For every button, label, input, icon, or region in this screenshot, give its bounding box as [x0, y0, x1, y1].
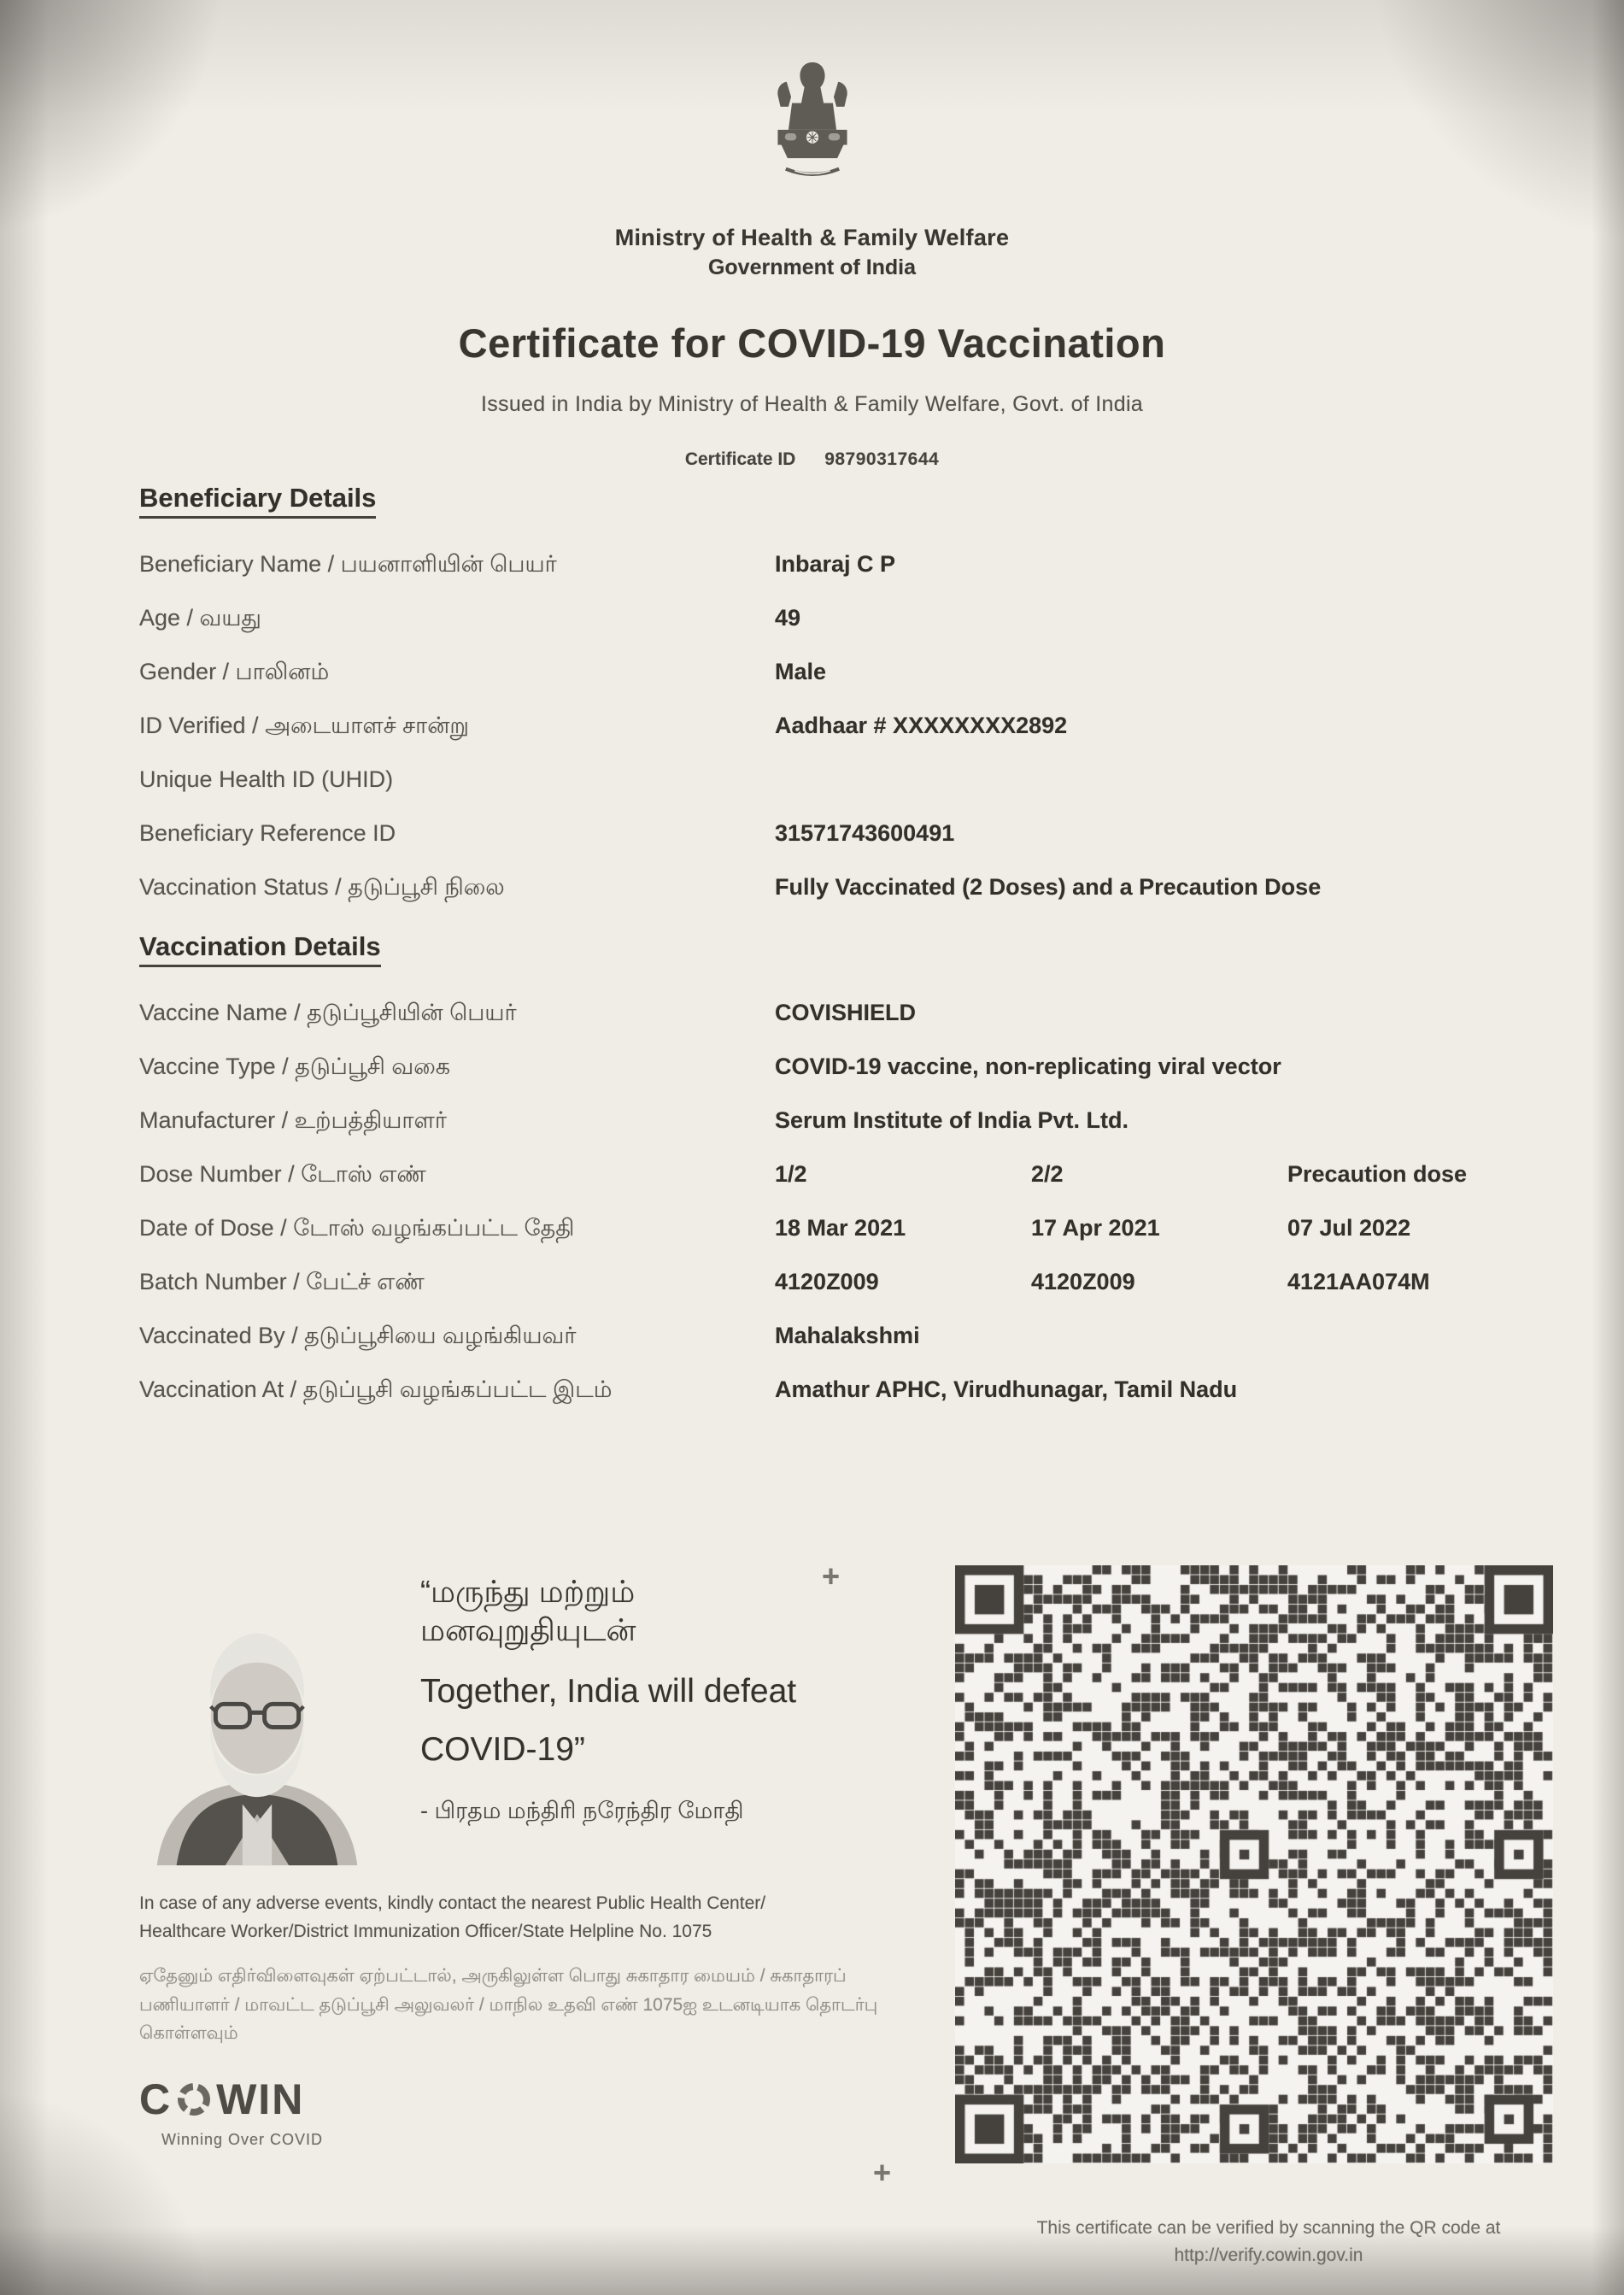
quote-english-line-1: Together, India will defeat — [420, 1673, 797, 1710]
details-section — [139, 483, 1540, 1430]
field-value: Serum Institute of India Pvt. Ltd. — [775, 1107, 1129, 1133]
field-label: Manufacturer / உற்பத்தியாளர் — [139, 1107, 447, 1133]
dose-1-date: 18 Mar 2021 — [775, 1215, 906, 1241]
row-vaccine-name — [139, 1000, 1540, 1054]
field-label: Unique Health ID (UHID) — [139, 766, 394, 792]
field-label: Vaccine Type / தடுப்பூசி வகை — [139, 1054, 451, 1079]
vaccination-details-heading: Vaccination Details — [139, 931, 1540, 962]
row-beneficiary-name — [139, 551, 1540, 605]
qr-code-canvas — [955, 1565, 1553, 2163]
field-label: Date of Dose / டோஸ் வழங்கப்பட்ட தேதி — [139, 1215, 575, 1241]
helpline-text-english: In case of any adverse events, kindly contact the nearest Public Health Center/ Healthcare Worker/District Immunization Officer/State Helpline No. 1075 — [139, 1893, 766, 1941]
certificate-header — [0, 51, 1624, 470]
row-dose-number — [139, 1161, 1540, 1215]
field-value: Male — [775, 659, 827, 684]
verify-url: http://verify.cowin.gov.in — [1174, 2245, 1363, 2265]
certificate-id-line — [0, 449, 1624, 470]
registration-plus-icon: + — [822, 1558, 841, 1594]
field-value: Amathur APHC, Virudhunagar, Tamil Nadu — [775, 1376, 1238, 1402]
issued-by-line: Issued in India by Ministry of Health & Family Welfare, Govt. of India — [480, 392, 1143, 416]
quote-tamil-line-2: மனவுறுதியுடன் — [420, 1612, 636, 1647]
field-label: ID Verified / அடையாளச் சான்று — [139, 713, 469, 738]
quote-english-line-2: COVID-19” — [420, 1731, 585, 1768]
field-label: Dose Number / டோஸ் எண் — [139, 1161, 426, 1187]
row-uhid — [139, 766, 1540, 820]
row-vaccination-status — [139, 874, 1540, 928]
row-age — [139, 605, 1540, 659]
pm-quote-block — [420, 1572, 967, 1828]
field-label: Age / வயது — [139, 605, 261, 631]
certificate-title: Certificate for COVID-19 Vaccination — [458, 320, 1166, 366]
dose-number-values — [775, 1161, 1544, 1188]
row-date-of-dose — [139, 1215, 1540, 1269]
precaution-dose-number: Precaution dose — [1287, 1161, 1468, 1187]
row-batch-number — [139, 1269, 1540, 1323]
dose-2-number: 2/2 — [1031, 1161, 1064, 1187]
field-label: Beneficiary Reference ID — [139, 820, 396, 846]
field-label: Vaccinated By / தடுப்பூசியை வழங்கியவர் — [139, 1323, 577, 1348]
row-vaccinated-by — [139, 1323, 1540, 1376]
dose-1-number: 1/2 — [775, 1161, 807, 1187]
field-label: Vaccination Status / தடுப்பூசி நிலை — [139, 874, 505, 900]
dose-2-date: 17 Apr 2021 — [1031, 1215, 1160, 1241]
field-label: Batch Number / பேட்ச் எண் — [139, 1269, 425, 1294]
registration-plus-icon: + — [873, 2155, 892, 2190]
batch-number-values — [775, 1269, 1544, 1295]
field-label: Gender / பாலினம் — [139, 659, 330, 684]
field-value: 49 — [775, 605, 801, 631]
helpline-text-tamil: ஏதேனும் எதிர்விளைவுகள் ஏற்பட்டால், அருகிலுள்ள பொது சுகாதார மையம் / சுகாதாரப் பணியாளர் / மாவட்ட தடுப்பூசி அலுவலர் / மாநில உதவி எண் 1075ஐ உடனடியாக தொடர்பு கொள்ளவும் — [139, 1966, 878, 2044]
cowin-letter-c: C — [139, 2075, 173, 2123]
cowin-wordmark — [139, 2075, 323, 2124]
field-value: Fully Vaccinated (2 Doses) and a Precaution Dose — [775, 874, 1322, 900]
pm-portrait-image — [135, 1608, 379, 1870]
field-value: Inbaraj C P — [775, 551, 896, 577]
cowin-tagline: Winning Over COVID — [161, 2131, 324, 2148]
dose-1-batch: 4120Z009 — [775, 1269, 879, 1294]
row-id-verified — [139, 713, 1540, 766]
field-value: 31571743600491 — [775, 820, 955, 846]
quote-attribution: - பிரதம மந்திரி நரேந்திர மோதி — [420, 1798, 744, 1823]
row-vaccine-type — [139, 1054, 1540, 1107]
cowin-letters-win: WIN — [216, 2075, 305, 2123]
india-national-emblem-icon — [768, 51, 857, 218]
qr-code — [955, 1565, 1553, 2163]
certificate-id-value: 98790317644 — [824, 449, 940, 469]
beneficiary-details-heading: Beneficiary Details — [139, 483, 1540, 514]
verify-instruction — [982, 2215, 1555, 2269]
row-manufacturer — [139, 1107, 1540, 1161]
field-label: Vaccine Name / தடுப்பூசியின் பெயர் — [139, 1000, 517, 1025]
government-name: Government of India — [707, 255, 917, 279]
precaution-dose-date: 07 Jul 2022 — [1287, 1215, 1411, 1241]
certificate-id-label: Certificate ID — [684, 449, 796, 469]
ministry-name: Ministry of Health & Family Welfare — [614, 225, 1010, 250]
row-beneficiary-reference-id — [139, 820, 1540, 874]
field-value: Aadhaar # XXXXXXXX2892 — [775, 713, 1068, 738]
dose-2-batch: 4120Z009 — [1031, 1269, 1135, 1294]
precaution-dose-batch: 4121AA074M — [1287, 1269, 1430, 1294]
verify-text: This certificate can be verified by scanning the QR code at — [1036, 2218, 1501, 2238]
field-value: COVISHIELD — [775, 1000, 917, 1025]
cowin-segmented-o-icon — [174, 2080, 214, 2119]
field-label: Vaccination At / தடுப்பூசி வழங்கப்பட்ட இடம் — [139, 1376, 613, 1402]
row-gender — [139, 659, 1540, 713]
row-vaccination-at — [139, 1376, 1540, 1430]
field-value: COVID-19 vaccine, non-replicating viral vector — [775, 1054, 1281, 1079]
field-label: Beneficiary Name / பயனாளியின் பெயர் — [139, 551, 557, 577]
cowin-logo — [139, 2075, 323, 2149]
field-value: Mahalakshmi — [775, 1323, 920, 1348]
dose-date-values — [775, 1215, 1544, 1241]
quote-tamil-line-1: “மருந்து மற்றும் — [420, 1574, 636, 1609]
